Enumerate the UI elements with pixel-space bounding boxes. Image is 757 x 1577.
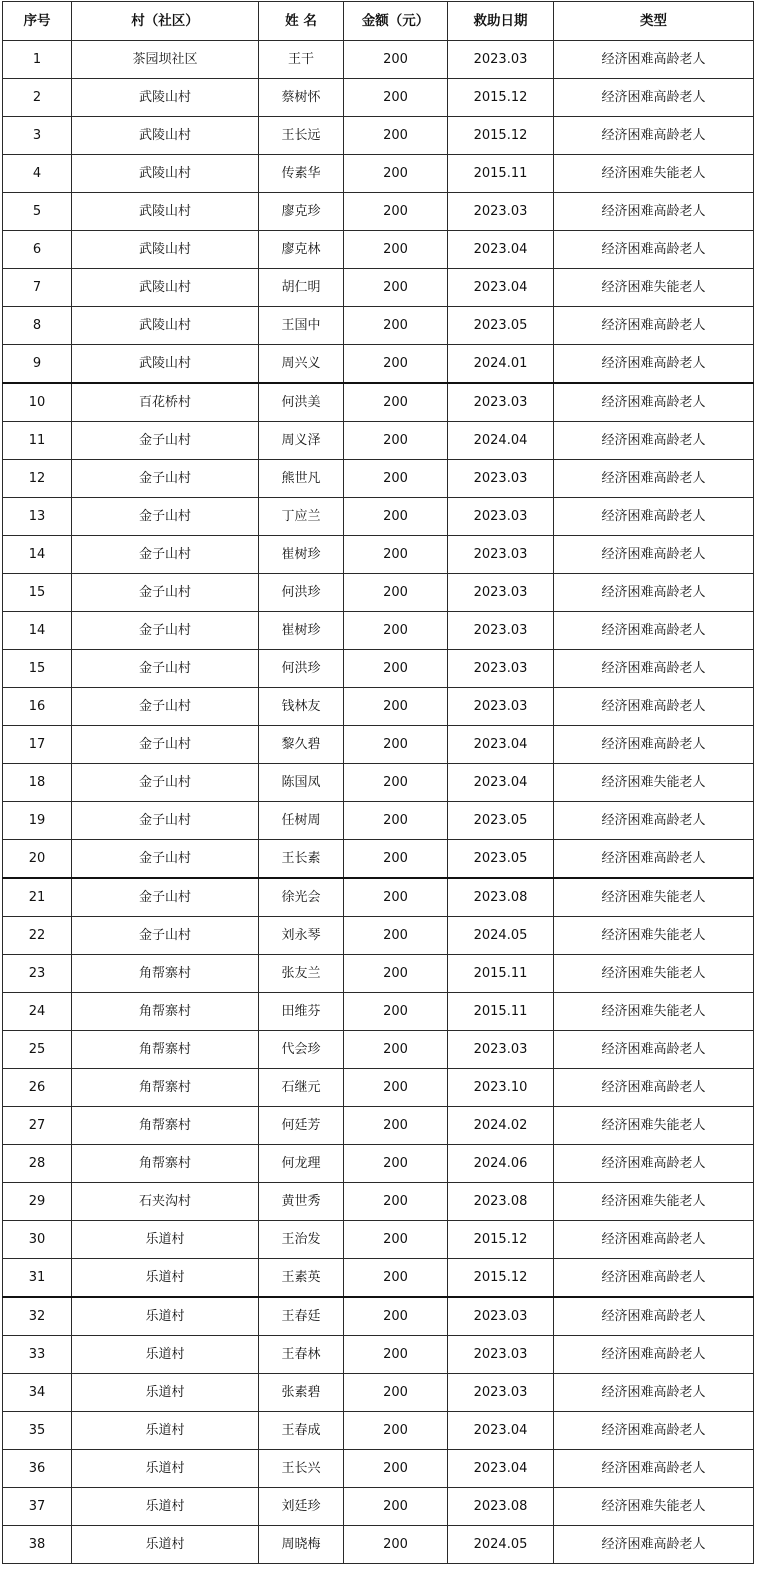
cell-amount: 200 bbox=[344, 574, 448, 612]
cell-seq: 32 bbox=[3, 1297, 72, 1336]
cell-name: 廖克珍 bbox=[259, 193, 344, 231]
table-row bbox=[3, 917, 754, 955]
cell-name: 黎久碧 bbox=[259, 726, 344, 764]
cell-amount: 200 bbox=[344, 650, 448, 688]
cell-type: 经济困难失能老人 bbox=[554, 155, 754, 193]
cell-amount: 200 bbox=[344, 764, 448, 802]
table-row bbox=[3, 1183, 754, 1221]
cell-name: 传素华 bbox=[259, 155, 344, 193]
cell-amount: 200 bbox=[344, 193, 448, 231]
cell-type: 经济困难高龄老人 bbox=[554, 231, 754, 269]
cell-type: 经济困难高龄老人 bbox=[554, 41, 754, 79]
cell-date: 2023.10 bbox=[448, 1069, 554, 1107]
cell-village: 乐道村 bbox=[72, 1221, 259, 1259]
cell-seq: 23 bbox=[3, 955, 72, 993]
cell-name: 任树周 bbox=[259, 802, 344, 840]
cell-name: 王春成 bbox=[259, 1412, 344, 1450]
table-row bbox=[3, 1259, 754, 1298]
cell-amount: 200 bbox=[344, 1221, 448, 1259]
cell-village: 金子山村 bbox=[72, 688, 259, 726]
cell-name: 崔树珍 bbox=[259, 612, 344, 650]
cell-name: 王长兴 bbox=[259, 1450, 344, 1488]
cell-date: 2023.03 bbox=[448, 41, 554, 79]
cell-amount: 200 bbox=[344, 917, 448, 955]
cell-name: 周晓梅 bbox=[259, 1526, 344, 1564]
cell-seq: 38 bbox=[3, 1526, 72, 1564]
cell-name: 何廷芳 bbox=[259, 1107, 344, 1145]
cell-name: 周兴义 bbox=[259, 345, 344, 384]
cell-village: 武陵山村 bbox=[72, 193, 259, 231]
cell-name: 何龙理 bbox=[259, 1145, 344, 1183]
cell-name: 田维芬 bbox=[259, 993, 344, 1031]
table-row bbox=[3, 1031, 754, 1069]
cell-date: 2023.04 bbox=[448, 764, 554, 802]
cell-seq: 17 bbox=[3, 726, 72, 764]
cell-seq: 10 bbox=[3, 383, 72, 422]
cell-village: 角帮寨村 bbox=[72, 993, 259, 1031]
cell-date: 2015.11 bbox=[448, 155, 554, 193]
table-row bbox=[3, 1221, 754, 1259]
cell-type: 经济困难失能老人 bbox=[554, 1183, 754, 1221]
cell-date: 2023.04 bbox=[448, 269, 554, 307]
cell-village: 金子山村 bbox=[72, 726, 259, 764]
cell-village: 乐道村 bbox=[72, 1488, 259, 1526]
cell-amount: 200 bbox=[344, 460, 448, 498]
cell-type: 经济困难高龄老人 bbox=[554, 1336, 754, 1374]
cell-name: 廖克林 bbox=[259, 231, 344, 269]
cell-date: 2023.04 bbox=[448, 726, 554, 764]
table-row bbox=[3, 117, 754, 155]
table-row bbox=[3, 1488, 754, 1526]
cell-amount: 200 bbox=[344, 1259, 448, 1298]
cell-date: 2023.03 bbox=[448, 1336, 554, 1374]
cell-name: 何洪珍 bbox=[259, 650, 344, 688]
cell-date: 2023.05 bbox=[448, 307, 554, 345]
cell-village: 金子山村 bbox=[72, 460, 259, 498]
cell-seq: 6 bbox=[3, 231, 72, 269]
table-row bbox=[3, 688, 754, 726]
cell-village: 金子山村 bbox=[72, 764, 259, 802]
cell-village: 乐道村 bbox=[72, 1412, 259, 1450]
cell-village: 乐道村 bbox=[72, 1259, 259, 1298]
cell-name: 丁应兰 bbox=[259, 498, 344, 536]
cell-name: 刘廷珍 bbox=[259, 1488, 344, 1526]
cell-type: 经济困难高龄老人 bbox=[554, 802, 754, 840]
table-row bbox=[3, 1412, 754, 1450]
cell-date: 2023.03 bbox=[448, 574, 554, 612]
cell-village: 武陵山村 bbox=[72, 79, 259, 117]
cell-amount: 200 bbox=[344, 688, 448, 726]
cell-seq: 13 bbox=[3, 498, 72, 536]
cell-amount: 200 bbox=[344, 155, 448, 193]
cell-seq: 16 bbox=[3, 688, 72, 726]
cell-type: 经济困难高龄老人 bbox=[554, 1031, 754, 1069]
cell-amount: 200 bbox=[344, 1069, 448, 1107]
cell-seq: 14 bbox=[3, 612, 72, 650]
cell-type: 经济困难高龄老人 bbox=[554, 536, 754, 574]
cell-village: 武陵山村 bbox=[72, 117, 259, 155]
cell-seq: 25 bbox=[3, 1031, 72, 1069]
cell-seq: 26 bbox=[3, 1069, 72, 1107]
cell-date: 2015.12 bbox=[448, 1259, 554, 1298]
cell-type: 经济困难失能老人 bbox=[554, 764, 754, 802]
header-type: 类型 bbox=[554, 2, 754, 41]
cell-type: 经济困难高龄老人 bbox=[554, 1069, 754, 1107]
cell-amount: 200 bbox=[344, 536, 448, 574]
cell-name: 王长素 bbox=[259, 840, 344, 879]
cell-type: 经济困难高龄老人 bbox=[554, 498, 754, 536]
cell-name: 王国中 bbox=[259, 307, 344, 345]
cell-name: 崔树珍 bbox=[259, 536, 344, 574]
cell-type: 经济困难高龄老人 bbox=[554, 650, 754, 688]
cell-seq: 18 bbox=[3, 764, 72, 802]
cell-amount: 200 bbox=[344, 1374, 448, 1412]
cell-date: 2024.02 bbox=[448, 1107, 554, 1145]
cell-type: 经济困难失能老人 bbox=[554, 1107, 754, 1145]
cell-village: 角帮寨村 bbox=[72, 1145, 259, 1183]
cell-name: 王素英 bbox=[259, 1259, 344, 1298]
table-header-row bbox=[3, 2, 754, 41]
cell-date: 2023.08 bbox=[448, 1488, 554, 1526]
cell-type: 经济困难失能老人 bbox=[554, 993, 754, 1031]
cell-amount: 200 bbox=[344, 345, 448, 384]
cell-village: 武陵山村 bbox=[72, 155, 259, 193]
table-row bbox=[3, 79, 754, 117]
cell-village: 金子山村 bbox=[72, 802, 259, 840]
cell-type: 经济困难失能老人 bbox=[554, 917, 754, 955]
cell-village: 乐道村 bbox=[72, 1374, 259, 1412]
cell-type: 经济困难高龄老人 bbox=[554, 1526, 754, 1564]
cell-village: 金子山村 bbox=[72, 422, 259, 460]
cell-date: 2023.03 bbox=[448, 688, 554, 726]
cell-seq: 8 bbox=[3, 307, 72, 345]
cell-amount: 200 bbox=[344, 1450, 448, 1488]
cell-village: 武陵山村 bbox=[72, 307, 259, 345]
cell-type: 经济困难高龄老人 bbox=[554, 1374, 754, 1412]
cell-date: 2023.08 bbox=[448, 878, 554, 917]
table-row bbox=[3, 269, 754, 307]
cell-seq: 7 bbox=[3, 269, 72, 307]
cell-date: 2024.06 bbox=[448, 1145, 554, 1183]
cell-amount: 200 bbox=[344, 1183, 448, 1221]
table-row bbox=[3, 802, 754, 840]
cell-type: 经济困难高龄老人 bbox=[554, 422, 754, 460]
cell-amount: 200 bbox=[344, 1336, 448, 1374]
cell-village: 角帮寨村 bbox=[72, 1069, 259, 1107]
cell-date: 2023.03 bbox=[448, 1297, 554, 1336]
cell-date: 2023.03 bbox=[448, 612, 554, 650]
cell-type: 经济困难高龄老人 bbox=[554, 1412, 754, 1450]
cell-type: 经济困难高龄老人 bbox=[554, 117, 754, 155]
cell-seq: 24 bbox=[3, 993, 72, 1031]
cell-seq: 14 bbox=[3, 536, 72, 574]
cell-date: 2023.03 bbox=[448, 1031, 554, 1069]
cell-date: 2023.03 bbox=[448, 498, 554, 536]
cell-name: 陈国凤 bbox=[259, 764, 344, 802]
cell-seq: 5 bbox=[3, 193, 72, 231]
cell-name: 代会珍 bbox=[259, 1031, 344, 1069]
header-seq: 序号 bbox=[3, 2, 72, 41]
table-row bbox=[3, 878, 754, 917]
table-row bbox=[3, 840, 754, 879]
cell-name: 王春林 bbox=[259, 1336, 344, 1374]
cell-village: 石夹沟村 bbox=[72, 1183, 259, 1221]
cell-name: 王长远 bbox=[259, 117, 344, 155]
cell-date: 2023.04 bbox=[448, 1412, 554, 1450]
table-row bbox=[3, 1107, 754, 1145]
cell-date: 2023.04 bbox=[448, 231, 554, 269]
cell-date: 2023.05 bbox=[448, 840, 554, 879]
table-row bbox=[3, 1297, 754, 1336]
cell-village: 金子山村 bbox=[72, 612, 259, 650]
table-row bbox=[3, 1374, 754, 1412]
table-row bbox=[3, 764, 754, 802]
cell-name: 石继元 bbox=[259, 1069, 344, 1107]
cell-amount: 200 bbox=[344, 1031, 448, 1069]
cell-type: 经济困难失能老人 bbox=[554, 955, 754, 993]
cell-seq: 3 bbox=[3, 117, 72, 155]
cell-village: 金子山村 bbox=[72, 917, 259, 955]
cell-village: 金子山村 bbox=[72, 498, 259, 536]
cell-amount: 200 bbox=[344, 422, 448, 460]
cell-village: 乐道村 bbox=[72, 1297, 259, 1336]
cell-type: 经济困难高龄老人 bbox=[554, 79, 754, 117]
cell-name: 何洪美 bbox=[259, 383, 344, 422]
cell-village: 乐道村 bbox=[72, 1336, 259, 1374]
cell-seq: 9 bbox=[3, 345, 72, 384]
cell-village: 武陵山村 bbox=[72, 269, 259, 307]
cell-date: 2015.12 bbox=[448, 79, 554, 117]
cell-village: 角帮寨村 bbox=[72, 1031, 259, 1069]
cell-seq: 12 bbox=[3, 460, 72, 498]
table-row bbox=[3, 1526, 754, 1564]
cell-type: 经济困难失能老人 bbox=[554, 1488, 754, 1526]
cell-name: 徐光会 bbox=[259, 878, 344, 917]
cell-name: 刘永琴 bbox=[259, 917, 344, 955]
cell-name: 胡仁明 bbox=[259, 269, 344, 307]
table-row bbox=[3, 1450, 754, 1488]
cell-seq: 4 bbox=[3, 155, 72, 193]
cell-seq: 21 bbox=[3, 878, 72, 917]
cell-amount: 200 bbox=[344, 1145, 448, 1183]
cell-date: 2023.03 bbox=[448, 383, 554, 422]
cell-amount: 200 bbox=[344, 498, 448, 536]
table-row bbox=[3, 955, 754, 993]
cell-type: 经济困难高龄老人 bbox=[554, 1259, 754, 1298]
header-village: 村（社区） bbox=[72, 2, 259, 41]
cell-seq: 2 bbox=[3, 79, 72, 117]
table-body bbox=[3, 41, 754, 1564]
cell-name: 周义泽 bbox=[259, 422, 344, 460]
table-row bbox=[3, 993, 754, 1031]
cell-name: 蔡树怀 bbox=[259, 79, 344, 117]
cell-date: 2023.05 bbox=[448, 802, 554, 840]
table-row bbox=[3, 1069, 754, 1107]
cell-seq: 1 bbox=[3, 41, 72, 79]
table-row bbox=[3, 1336, 754, 1374]
cell-village: 武陵山村 bbox=[72, 231, 259, 269]
cell-date: 2023.03 bbox=[448, 193, 554, 231]
cell-amount: 200 bbox=[344, 117, 448, 155]
cell-date: 2023.03 bbox=[448, 1374, 554, 1412]
cell-seq: 20 bbox=[3, 840, 72, 879]
table-row bbox=[3, 155, 754, 193]
cell-date: 2015.11 bbox=[448, 993, 554, 1031]
cell-seq: 19 bbox=[3, 802, 72, 840]
cell-amount: 200 bbox=[344, 79, 448, 117]
table-row bbox=[3, 650, 754, 688]
cell-type: 经济困难高龄老人 bbox=[554, 574, 754, 612]
cell-village: 角帮寨村 bbox=[72, 955, 259, 993]
cell-amount: 200 bbox=[344, 41, 448, 79]
cell-seq: 36 bbox=[3, 1450, 72, 1488]
cell-type: 经济困难高龄老人 bbox=[554, 1450, 754, 1488]
cell-seq: 15 bbox=[3, 574, 72, 612]
cell-village: 乐道村 bbox=[72, 1450, 259, 1488]
cell-amount: 200 bbox=[344, 1107, 448, 1145]
cell-date: 2024.04 bbox=[448, 422, 554, 460]
cell-seq: 34 bbox=[3, 1374, 72, 1412]
cell-type: 经济困难失能老人 bbox=[554, 878, 754, 917]
cell-village: 金子山村 bbox=[72, 840, 259, 879]
cell-type: 经济困难高龄老人 bbox=[554, 1297, 754, 1336]
cell-type: 经济困难高龄老人 bbox=[554, 726, 754, 764]
table-row bbox=[3, 345, 754, 384]
table-row bbox=[3, 1145, 754, 1183]
cell-date: 2023.03 bbox=[448, 650, 554, 688]
cell-type: 经济困难高龄老人 bbox=[554, 840, 754, 879]
header-date: 救助日期 bbox=[448, 2, 554, 41]
cell-date: 2024.01 bbox=[448, 345, 554, 384]
cell-seq: 28 bbox=[3, 1145, 72, 1183]
cell-seq: 30 bbox=[3, 1221, 72, 1259]
cell-amount: 200 bbox=[344, 993, 448, 1031]
cell-date: 2023.04 bbox=[448, 1450, 554, 1488]
cell-amount: 200 bbox=[344, 612, 448, 650]
cell-amount: 200 bbox=[344, 307, 448, 345]
cell-amount: 200 bbox=[344, 840, 448, 879]
cell-amount: 200 bbox=[344, 726, 448, 764]
cell-type: 经济困难高龄老人 bbox=[554, 688, 754, 726]
cell-village: 金子山村 bbox=[72, 574, 259, 612]
table-row bbox=[3, 536, 754, 574]
cell-type: 经济困难高龄老人 bbox=[554, 345, 754, 384]
table-row bbox=[3, 41, 754, 79]
cell-date: 2024.05 bbox=[448, 917, 554, 955]
cell-amount: 200 bbox=[344, 1412, 448, 1450]
cell-name: 王春廷 bbox=[259, 1297, 344, 1336]
header-name: 姓 名 bbox=[259, 2, 344, 41]
table-row bbox=[3, 460, 754, 498]
cell-village: 金子山村 bbox=[72, 650, 259, 688]
cell-seq: 31 bbox=[3, 1259, 72, 1298]
cell-type: 经济困难高龄老人 bbox=[554, 1145, 754, 1183]
table-row bbox=[3, 574, 754, 612]
cell-village: 百花桥村 bbox=[72, 383, 259, 422]
cell-amount: 200 bbox=[344, 231, 448, 269]
cell-type: 经济困难高龄老人 bbox=[554, 460, 754, 498]
cell-type: 经济困难高龄老人 bbox=[554, 612, 754, 650]
cell-date: 2023.08 bbox=[448, 1183, 554, 1221]
table-row bbox=[3, 231, 754, 269]
cell-name: 张素碧 bbox=[259, 1374, 344, 1412]
cell-name: 王干 bbox=[259, 41, 344, 79]
table-row bbox=[3, 383, 754, 422]
cell-type: 经济困难高龄老人 bbox=[554, 383, 754, 422]
cell-name: 黄世秀 bbox=[259, 1183, 344, 1221]
assistance-table bbox=[2, 1, 754, 1564]
cell-seq: 37 bbox=[3, 1488, 72, 1526]
cell-village: 乐道村 bbox=[72, 1526, 259, 1564]
table-row bbox=[3, 726, 754, 764]
cell-type: 经济困难高龄老人 bbox=[554, 307, 754, 345]
cell-village: 茶园坝社区 bbox=[72, 41, 259, 79]
cell-amount: 200 bbox=[344, 1297, 448, 1336]
cell-seq: 27 bbox=[3, 1107, 72, 1145]
cell-village: 金子山村 bbox=[72, 878, 259, 917]
cell-seq: 35 bbox=[3, 1412, 72, 1450]
table-row bbox=[3, 612, 754, 650]
cell-amount: 200 bbox=[344, 1526, 448, 1564]
cell-type: 经济困难高龄老人 bbox=[554, 193, 754, 231]
cell-seq: 22 bbox=[3, 917, 72, 955]
table-row bbox=[3, 422, 754, 460]
cell-amount: 200 bbox=[344, 383, 448, 422]
cell-village: 武陵山村 bbox=[72, 345, 259, 384]
cell-amount: 200 bbox=[344, 802, 448, 840]
cell-date: 2015.12 bbox=[448, 117, 554, 155]
table-row bbox=[3, 307, 754, 345]
cell-date: 2024.05 bbox=[448, 1526, 554, 1564]
cell-amount: 200 bbox=[344, 878, 448, 917]
cell-name: 何洪珍 bbox=[259, 574, 344, 612]
cell-seq: 29 bbox=[3, 1183, 72, 1221]
cell-date: 2023.03 bbox=[448, 536, 554, 574]
cell-amount: 200 bbox=[344, 955, 448, 993]
cell-date: 2015.11 bbox=[448, 955, 554, 993]
cell-village: 角帮寨村 bbox=[72, 1107, 259, 1145]
cell-type: 经济困难失能老人 bbox=[554, 269, 754, 307]
cell-name: 王治发 bbox=[259, 1221, 344, 1259]
cell-seq: 15 bbox=[3, 650, 72, 688]
header-amount: 金额（元） bbox=[344, 2, 448, 41]
cell-seq: 33 bbox=[3, 1336, 72, 1374]
cell-type: 经济困难高龄老人 bbox=[554, 1221, 754, 1259]
cell-date: 2023.03 bbox=[448, 460, 554, 498]
table-row bbox=[3, 193, 754, 231]
cell-amount: 200 bbox=[344, 1488, 448, 1526]
cell-date: 2015.12 bbox=[448, 1221, 554, 1259]
cell-name: 钱林友 bbox=[259, 688, 344, 726]
cell-name: 张友兰 bbox=[259, 955, 344, 993]
table-row bbox=[3, 498, 754, 536]
cell-village: 金子山村 bbox=[72, 536, 259, 574]
cell-amount: 200 bbox=[344, 269, 448, 307]
cell-seq: 11 bbox=[3, 422, 72, 460]
cell-name: 熊世凡 bbox=[259, 460, 344, 498]
